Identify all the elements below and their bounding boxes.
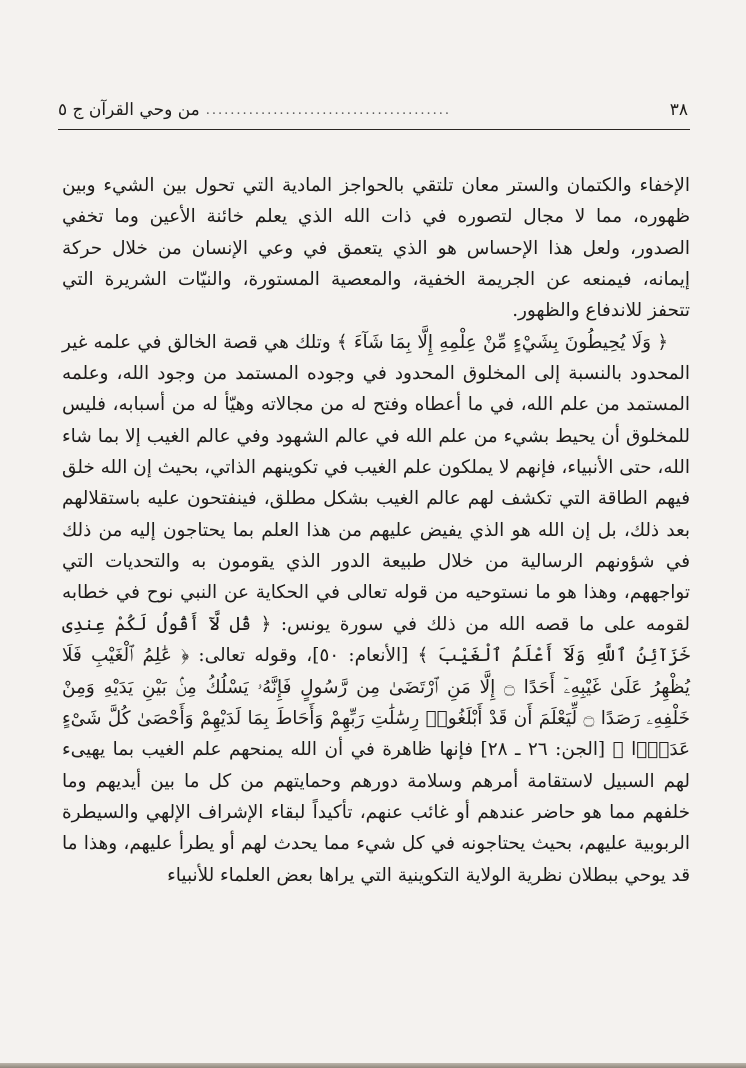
paragraph-2: [62, 327, 690, 891]
header-dot-leader: ........................................: [205, 102, 452, 118]
quran-verse-3: ﴿ عَٰلِمُ ٱلْغَيْبِ فَلَا يُظْهِرُ عَلَىٰ غَيْبِهِۦٓ أَحَدًا ۝ إِلَّا مَنِ ٱرْتَضَىٰ مِن رَّسُولٍ فَإِنَّهُۥ يَسْلُكُ مِنۢ بَيْنِ يَدَيْهِ وَمِنْ خَلْفِهِۦ رَصَدًا ۝ لِّيَعْلَمَ أَن قَدْ أَبْلَغُوا۟ رِسَٰلَٰتِ رَبِّهِمْ وَأَحَاطَ بِمَا لَدَيْهِمْ وَأَحْصَىٰ كُلَّ شَىْءٍ عَدَدًۢا ﴾: [62, 645, 690, 761]
scan-bottom-edge: [0, 1063, 746, 1068]
verse-reference-2: [الجن: ٢٦ ـ ٢٨]: [480, 739, 613, 761]
paragraph-2-text-1: وتلك هي قصة الخالق في علمه غير المحدود بالنسبة إلى المخلوق المحدود في وجوده المستمد من وجود الله، وعلمه المستمد من علم الله، في ما أعطاه وفتح له من مجالاته وهيّأ له من أسبابه، فليس للمخلوق أن يحيط بشيء من علم الله في عالم الشهود وفي عالم الغيب إلا بما شاء الله، حتى الأنبياء، فإنهم لا يملكون علم الغيب في تكوينهم الذاتي، بحيث إن الله خلق فيهم الطاقة التي تكشف لهم عالم الغيب بشكل مطلق، فينفتحون عليه باستقلالهم بعد ذلك، بل إن الله هو الذي يفيض عليهم من هذا العلم بما يحتاجون إليه من ذلك في شؤونهم الرسالية من خلال طبيعة الدور الذي يقومون به والتحديات التي تواجههم، وهذا هو ما نستوحيه من قوله تعالى في الحكاية عن النبي نوح في خطابه لقومه على ما قصه الله من ذلك في سورة يونس:: [62, 331, 690, 635]
paragraph-2-text-2: ، وقوله تعالى:: [189, 645, 313, 667]
header-title-group: [58, 100, 451, 120]
paragraph-1: الإخفاء والكتمان والستر معان تلتقي بالحواجز المادية التي تحول بين الشيء وبين ظهوره، مما لا مجال لتصوره في ذات الله الذي يعلم خائنة الأعين وما تخفي الصدور، ولعل هذا الإحساس هو الذي يتعمق في وعي الإنسان من خلال حركة إيمانه، فيمنعه عن الجريمة الخفية، والمعصية المستورة، والنيّات الشريرة التي تتحفز للاندفاع والظهور.: [62, 175, 690, 322]
running-header: [58, 96, 688, 124]
page-number: ٣٨: [669, 100, 688, 120]
book-title: من وحي القرآن ج ٥: [58, 100, 200, 120]
header-rule: [58, 129, 690, 130]
paragraph-2-text-3: فإنها ظاهرة في أن الله يمنحهم علم الغيب بما يهيىء لهم السبيل لاستقامة أمرهم وسلامة دورهم وحمايتهم من كل ما بين أيديهم وما خلفهم مما هو حاضر عندهم أو غائب عنهم، تأكيداً لبقاء الإشراف الإلهي والسيطرة الربوبية عليهم، بحيث يحتاجونه في كل شيء مما يحدث لهم أو يطرأ عليهم، وهذا ما قد يوحي ببطلان نظرية الولاية التكوينية التي يراها بعض العلماء للأنبياء: [62, 739, 690, 886]
quran-verse-2: ﴿ قُل لَّآ أَقُولُ لَكُمْ عِندِى خَزَآئِنُ ٱللَّهِ وَلَآ أَعْلَمُ ٱلْغَيْبَ ﴾: [62, 613, 690, 667]
page-body: [62, 170, 690, 891]
quran-verse-1: ﴿ وَلَا يُحِيطُونَ بِشَيْءٍ مِّنْ عِلْمِهِ إِلَّا بِمَا شَآءَ ﴾: [336, 331, 668, 353]
verse-reference-1: [الأنعام: ٥٠]: [312, 645, 418, 667]
